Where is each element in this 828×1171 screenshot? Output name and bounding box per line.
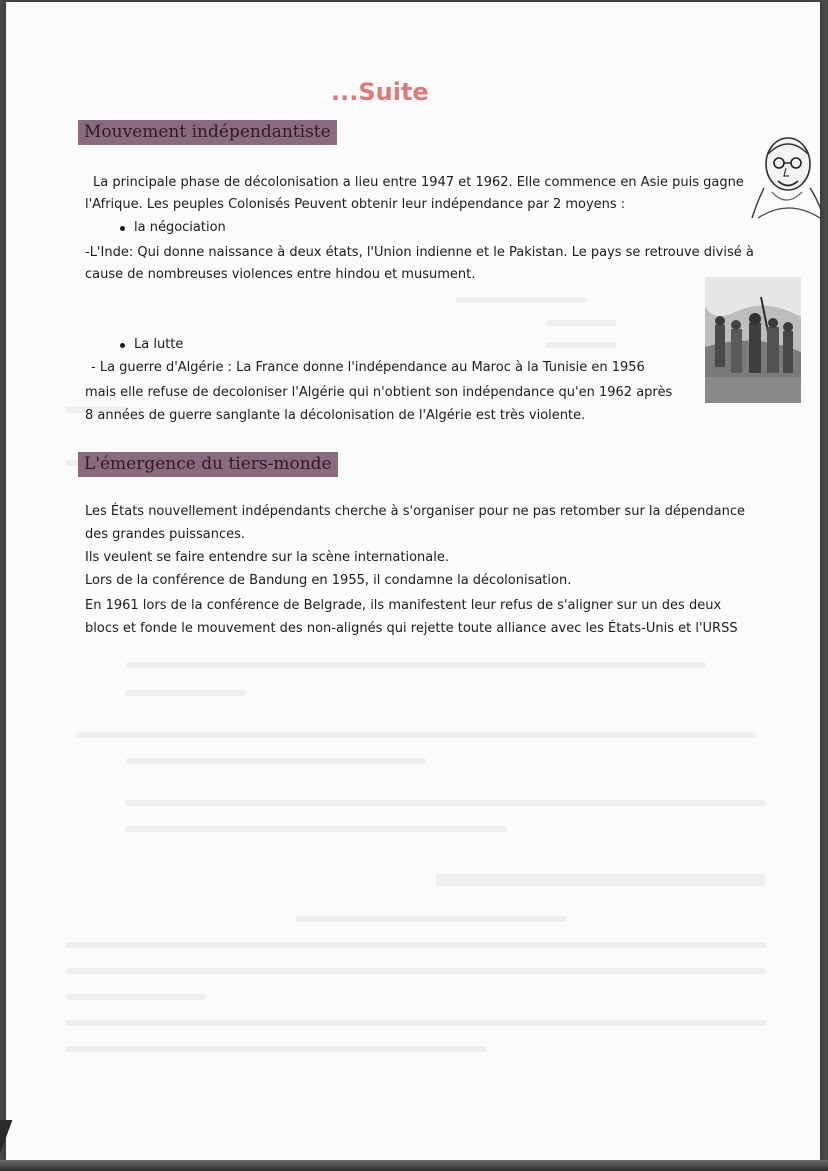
bleed-line [436, 874, 766, 886]
paragraph-line: des grandes puissances. [85, 527, 246, 542]
bleed-line [66, 968, 766, 974]
paragraph-line: mais elle refuse de decoloniser l'Algérie qui n'obtient son indépendance qu'en 1962 après [85, 385, 673, 400]
paragraph-line: En 1961 lors de la conférence de Belgrade, ils manifestent leur refus de s'aligner sur un des deux [85, 598, 722, 613]
section-heading-mouvement: Mouvement indépendantiste [78, 120, 337, 145]
bleed-line [126, 662, 706, 668]
bleed-line [296, 916, 566, 922]
paragraph-line: cause de nombreuses violences entre hindou et musument. [85, 267, 476, 282]
bleed-line [126, 758, 426, 764]
bleed-line [66, 994, 206, 1000]
bleed-line [126, 800, 766, 806]
paragraph-line: Lors de la conférence de Bandung en 1955, il condamne la décolonisation. [85, 573, 572, 588]
bleed-line [126, 826, 506, 832]
bullet-icon [120, 226, 125, 231]
paragraph-line: l'Afrique. Les peuples Colonisés Peuvent obtenir leur indépendance par 2 moyens : [85, 197, 626, 212]
paragraph-line: blocs et fonde le mouvement des non-alignés qui rejette toute alliance avec les États-Unis et l'URSS [85, 621, 738, 636]
paragraph-line: -L'Inde: Qui donne naissance à deux états, l'Union indienne et le Pakistan. Le pays se retrouve divisé à [85, 245, 754, 260]
paragraph-line: Les États nouvellement indépendants cherche à s'organiser pour ne pas retomber sur la dépendance [85, 504, 745, 519]
bleed-line [66, 1046, 486, 1052]
bleed-line [546, 342, 616, 348]
paragraph-line: 8 années de guerre sanglante la décolonisation de l'Algérie est très violente. [85, 408, 586, 423]
section-heading-tiers-monde: L'émergence du tiers-monde [78, 452, 338, 477]
page-bottom-edge [0, 1160, 828, 1171]
page-title: ...Suite [331, 78, 429, 106]
bullet-negociation: la négociation [134, 220, 226, 235]
bullet-lutte: La lutte [134, 337, 184, 352]
bleed-line [456, 297, 586, 303]
historical-photo-icon [705, 277, 801, 403]
gandhi-portrait-icon [748, 128, 820, 220]
bleed-line [66, 942, 766, 948]
paragraph-line: - La guerre d'Algérie : La France donne l'indépendance au Maroc à la Tunisie en 1956 [91, 360, 645, 375]
bleed-line [546, 320, 616, 326]
document-page [6, 2, 820, 1160]
page-corner-shadow [0, 1120, 22, 1171]
bleed-line [76, 732, 756, 738]
paragraph-line: La principale phase de décolonisation a lieu entre 1947 et 1962. Elle commence en Asie puis gagne [93, 175, 744, 190]
bleed-line [126, 690, 246, 696]
bullet-icon [120, 343, 125, 348]
bleed-line [66, 1020, 766, 1026]
paragraph-line: Ils veulent se faire entendre sur la scène internationale. [85, 550, 449, 565]
